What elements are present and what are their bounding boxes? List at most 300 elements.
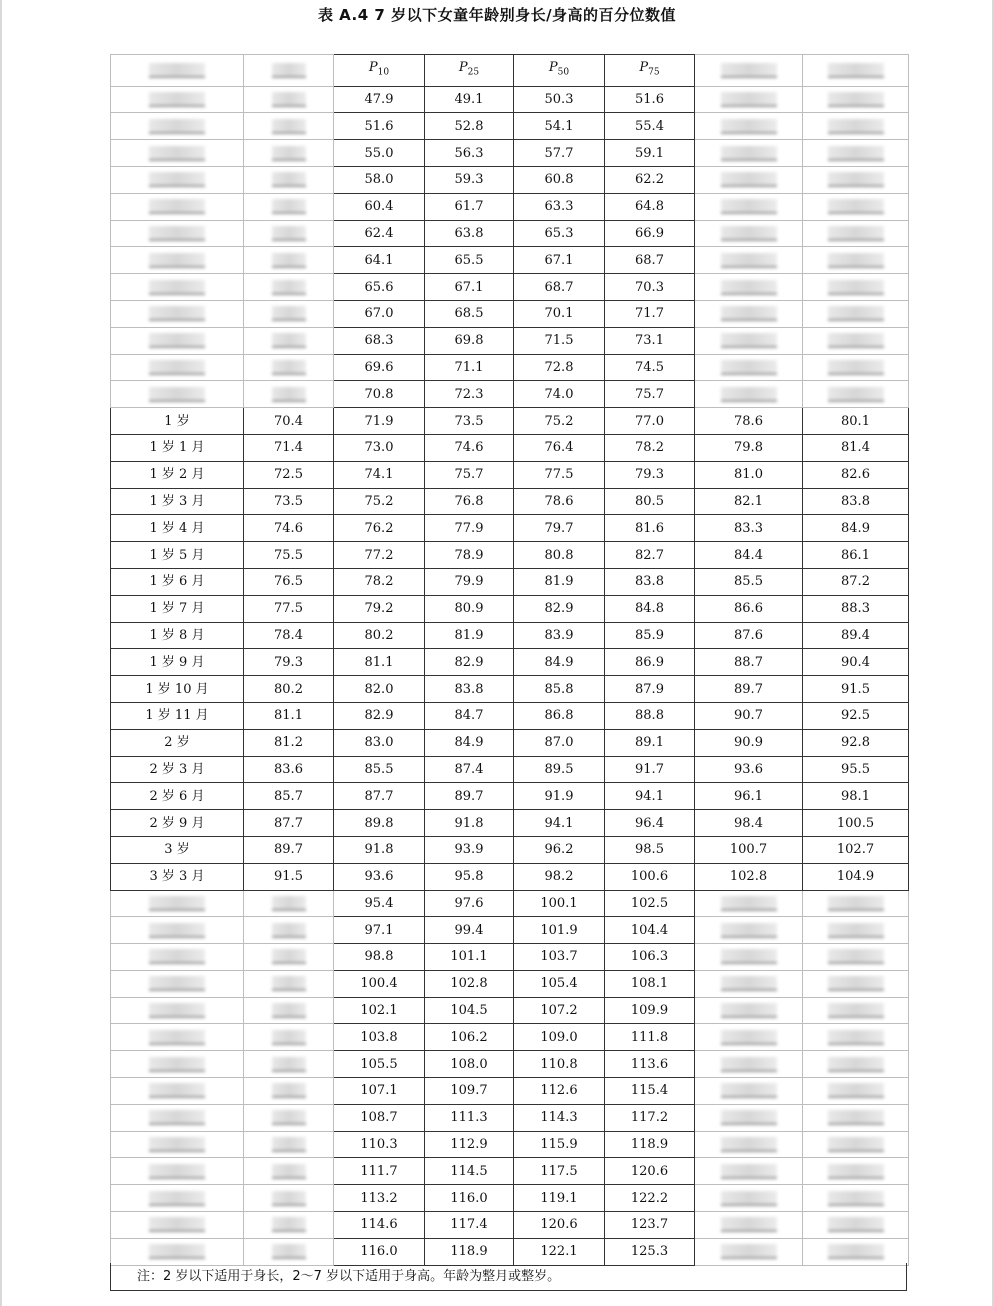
table-cell-c7 — [803, 1212, 909, 1239]
table-cell-p50: 107.2 — [514, 997, 605, 1024]
obscured-value — [721, 1083, 777, 1098]
table-cell-c1 — [244, 1158, 334, 1185]
header-cell-p3 — [244, 55, 334, 87]
table-cell-c6 — [695, 917, 803, 944]
table-row — [111, 488, 909, 515]
table-cell-c7: 82.6 — [803, 461, 909, 488]
table-cell-c6 — [695, 193, 803, 220]
table-cell-age — [111, 944, 244, 971]
table-cell-age: 1 岁 10 月 — [111, 676, 244, 703]
table-cell-p50: 98.2 — [514, 863, 605, 890]
table-cell-c6 — [695, 1158, 803, 1185]
table-cell-c1 — [244, 247, 334, 274]
table-cell-c1 — [244, 166, 334, 193]
table-cell-p50: 78.6 — [514, 488, 605, 515]
table-cell-c7: 100.5 — [803, 810, 909, 837]
obscured-value — [828, 306, 884, 321]
table-cell-p50: 96.2 — [514, 836, 605, 863]
table-cell-p50: 114.3 — [514, 1104, 605, 1131]
header-cell-p50: $P_{50}$ — [514, 55, 605, 87]
table-cell-c6 — [695, 86, 803, 113]
table-cell-c7: 102.7 — [803, 836, 909, 863]
table-cell-age — [111, 1051, 244, 1078]
table-cell-p75: 77.0 — [605, 408, 695, 435]
table-row — [111, 783, 909, 810]
header-row — [111, 55, 909, 87]
table-cell-c1: 70.4 — [244, 408, 334, 435]
table-cell-c7: 88.3 — [803, 595, 909, 622]
table-cell-c7: 80.1 — [803, 408, 909, 435]
table-cell-age — [111, 1185, 244, 1212]
table-cell-p25: 82.9 — [425, 649, 514, 676]
table-cell-c6 — [695, 247, 803, 274]
header-cell-p90 — [695, 55, 803, 87]
table-cell-c6: 96.1 — [695, 783, 803, 810]
table-cell-c1 — [244, 1051, 334, 1078]
table-cell-p50: 68.7 — [514, 274, 605, 301]
table-cell-c7 — [803, 274, 909, 301]
table-cell-c6 — [695, 300, 803, 327]
table-cell-p25: 101.1 — [425, 944, 514, 971]
table-cell-p75: 78.2 — [605, 434, 695, 461]
table-cell-age: 3 岁 — [111, 836, 244, 863]
table-cell-p25: 63.8 — [425, 220, 514, 247]
table-cell-age — [111, 274, 244, 301]
obscured-value — [149, 1244, 205, 1259]
table-cell-p10: 55.0 — [334, 140, 425, 167]
table-cell-p25: 116.0 — [425, 1185, 514, 1212]
obscured-value — [721, 949, 777, 964]
table-cell-c1: 79.3 — [244, 649, 334, 676]
obscured-value — [272, 923, 306, 938]
obscured-value — [721, 92, 777, 107]
obscured-value — [828, 226, 884, 241]
table-cell-p75: 70.3 — [605, 274, 695, 301]
table-cell-c7 — [803, 917, 909, 944]
table-cell-c6: 81.0 — [695, 461, 803, 488]
table-cell-c7 — [803, 944, 909, 971]
table-cell-p10: 91.8 — [334, 836, 425, 863]
table-cell-c1 — [244, 944, 334, 971]
table-cell-age: 1 岁 8 月 — [111, 622, 244, 649]
obscured-value — [828, 1217, 884, 1232]
obscured-value — [149, 896, 205, 911]
table-cell-c6 — [695, 327, 803, 354]
obscured-value — [721, 199, 777, 214]
table-cell-c1: 71.4 — [244, 434, 334, 461]
table-cell-c7 — [803, 220, 909, 247]
table-cell-age: 1 岁 1 月 — [111, 434, 244, 461]
obscured-value — [149, 306, 205, 321]
table-row — [111, 997, 909, 1024]
table-cell-p10: 89.8 — [334, 810, 425, 837]
table-cell-p50: 117.5 — [514, 1158, 605, 1185]
table-cell-p75: 87.9 — [605, 676, 695, 703]
table-cell-c6 — [695, 166, 803, 193]
table-cell-age — [111, 86, 244, 113]
table-row — [111, 756, 909, 783]
table-row — [111, 408, 909, 435]
table-cell-c1: 87.7 — [244, 810, 334, 837]
obscured-value — [149, 280, 205, 295]
table-cell-p50: 60.8 — [514, 166, 605, 193]
table-row — [111, 863, 909, 890]
table-cell-c6: 100.7 — [695, 836, 803, 863]
table-cell-p75: 89.1 — [605, 729, 695, 756]
table-cell-c1: 73.5 — [244, 488, 334, 515]
table-cell-c6 — [695, 944, 803, 971]
table-cell-p50: 77.5 — [514, 461, 605, 488]
table-cell-p50: 105.4 — [514, 970, 605, 997]
table-row — [111, 86, 909, 113]
table-row — [111, 274, 909, 301]
table-cell-c6 — [695, 997, 803, 1024]
table-cell-p25: 59.3 — [425, 166, 514, 193]
table-row — [111, 166, 909, 193]
obscured-value — [149, 923, 205, 938]
table-cell-p25: 71.1 — [425, 354, 514, 381]
table-cell-c7: 92.5 — [803, 702, 909, 729]
table-cell-p50: 80.8 — [514, 542, 605, 569]
obscured-value — [149, 1003, 205, 1018]
table-cell-c6: 93.6 — [695, 756, 803, 783]
obscured-value — [828, 1191, 884, 1206]
table-cell-p50: 74.0 — [514, 381, 605, 408]
table-row — [111, 300, 909, 327]
table-cell-c1: 80.2 — [244, 676, 334, 703]
obscured-value — [721, 1217, 777, 1232]
table-cell-p75: 117.2 — [605, 1104, 695, 1131]
percentile-table-container — [110, 54, 908, 1266]
table-cell-c1 — [244, 140, 334, 167]
table-cell-c6 — [695, 1185, 803, 1212]
table-cell-p25: 52.8 — [425, 113, 514, 140]
table-cell-c1: 81.2 — [244, 729, 334, 756]
table-cell-p10: 47.9 — [334, 86, 425, 113]
obscured-value — [828, 1164, 884, 1179]
table-cell-p10: 70.8 — [334, 381, 425, 408]
table-cell-age — [111, 997, 244, 1024]
obscured-value — [721, 1164, 777, 1179]
obscured-value — [272, 387, 306, 402]
table-cell-p75: 59.1 — [605, 140, 695, 167]
obscured-value — [149, 1030, 205, 1045]
obscured-value — [272, 1244, 306, 1259]
obscured-value — [272, 146, 306, 161]
table-cell-p10: 82.9 — [334, 702, 425, 729]
obscured-value — [149, 333, 205, 348]
table-cell-p75: 62.2 — [605, 166, 695, 193]
table-cell-p25: 99.4 — [425, 917, 514, 944]
table-cell-p25: 80.9 — [425, 595, 514, 622]
table-cell-age: 1 岁 9 月 — [111, 649, 244, 676]
obscured-value — [721, 1057, 777, 1072]
obscured-value — [721, 1191, 777, 1206]
table-cell-p75: 111.8 — [605, 1024, 695, 1051]
table-cell-p75: 91.7 — [605, 756, 695, 783]
table-cell-c1: 81.1 — [244, 702, 334, 729]
table-row — [111, 113, 909, 140]
table-cell-p75: 88.8 — [605, 702, 695, 729]
table-cell-p50: 81.9 — [514, 568, 605, 595]
table-cell-p10: 105.5 — [334, 1051, 425, 1078]
table-cell-p75: 118.9 — [605, 1131, 695, 1158]
table-row — [111, 515, 909, 542]
table-cell-p50: 57.7 — [514, 140, 605, 167]
table-cell-age: 2 岁 — [111, 729, 244, 756]
table-cell-age — [111, 166, 244, 193]
obscured-value — [272, 1217, 306, 1232]
table-cell-c6 — [695, 274, 803, 301]
table-cell-p25: 83.8 — [425, 676, 514, 703]
table-cell-age — [111, 1024, 244, 1051]
table-cell-c7 — [803, 1024, 909, 1051]
obscured-value — [828, 360, 884, 375]
obscured-value — [721, 119, 777, 134]
table-cell-c7 — [803, 1238, 909, 1265]
obscured-value — [828, 199, 884, 214]
header-cell-p97 — [803, 55, 909, 87]
table-cell-p50: 65.3 — [514, 220, 605, 247]
obscured-value — [272, 1110, 306, 1125]
table-cell-age: 2 岁 6 月 — [111, 783, 244, 810]
table-row — [111, 434, 909, 461]
table-cell-p75: 73.1 — [605, 327, 695, 354]
table-cell-p75: 115.4 — [605, 1078, 695, 1105]
table-row — [111, 354, 909, 381]
table-row — [111, 461, 909, 488]
table-cell-c6: 87.6 — [695, 622, 803, 649]
table-cell-p50: 63.3 — [514, 193, 605, 220]
table-cell-p10: 73.0 — [334, 434, 425, 461]
table-cell-c7 — [803, 140, 909, 167]
table-cell-p25: 111.3 — [425, 1104, 514, 1131]
table-row — [111, 622, 909, 649]
table-cell-c1: 83.6 — [244, 756, 334, 783]
table-row — [111, 1185, 909, 1212]
table-cell-c1: 74.6 — [244, 515, 334, 542]
table-cell-p50: 89.5 — [514, 756, 605, 783]
table-cell-p10: 108.7 — [334, 1104, 425, 1131]
table-cell-c1: 78.4 — [244, 622, 334, 649]
table-cell-c1 — [244, 354, 334, 381]
table-cell-c7: 104.9 — [803, 863, 909, 890]
table-cell-p25: 118.9 — [425, 1238, 514, 1265]
table-cell-p25: 78.9 — [425, 542, 514, 569]
table-cell-p50: 103.7 — [514, 944, 605, 971]
table-cell-p10: 76.2 — [334, 515, 425, 542]
table-cell-p75: 80.5 — [605, 488, 695, 515]
table-cell-c1: 91.5 — [244, 863, 334, 890]
table-cell-p50: 120.6 — [514, 1212, 605, 1239]
table-row — [111, 1024, 909, 1051]
table-cell-p75: 94.1 — [605, 783, 695, 810]
table-cell-age — [111, 354, 244, 381]
table-cell-p50: 82.9 — [514, 595, 605, 622]
table-cell-p25: 49.1 — [425, 86, 514, 113]
table-row — [111, 568, 909, 595]
obscured-value — [272, 896, 306, 911]
table-cell-c1: 75.5 — [244, 542, 334, 569]
table-cell-c6 — [695, 140, 803, 167]
table-row — [111, 1131, 909, 1158]
table-cell-p10: 82.0 — [334, 676, 425, 703]
table-cell-p75: 120.6 — [605, 1158, 695, 1185]
table-cell-age: 1 岁 3 月 — [111, 488, 244, 515]
table-row — [111, 247, 909, 274]
table-cell-c7: 89.4 — [803, 622, 909, 649]
table-cell-c7: 95.5 — [803, 756, 909, 783]
table-cell-c7 — [803, 193, 909, 220]
table-row — [111, 1104, 909, 1131]
table-cell-c7 — [803, 1051, 909, 1078]
table-cell-p75: 66.9 — [605, 220, 695, 247]
table-cell-c6 — [695, 1131, 803, 1158]
table-row — [111, 836, 909, 863]
header-cell-p75: $P_{75}$ — [605, 55, 695, 87]
table-cell-c7 — [803, 113, 909, 140]
table-cell-p50: 86.8 — [514, 702, 605, 729]
table-cell-p75: 100.6 — [605, 863, 695, 890]
table-cell-p50: 76.4 — [514, 434, 605, 461]
table-cell-c6 — [695, 1212, 803, 1239]
obscured-value — [149, 949, 205, 964]
table-cell-c7 — [803, 381, 909, 408]
table-cell-p50: 101.9 — [514, 917, 605, 944]
header-cell-p25: $P_{25}$ — [425, 55, 514, 87]
table-cell-c7: 90.4 — [803, 649, 909, 676]
table-cell-p25: 89.7 — [425, 783, 514, 810]
table-cell-age — [111, 1078, 244, 1105]
table-cell-c7 — [803, 970, 909, 997]
table-cell-age: 1 岁 11 月 — [111, 702, 244, 729]
table-cell-p10: 87.7 — [334, 783, 425, 810]
table-cell-p75: 102.5 — [605, 890, 695, 917]
table-row — [111, 649, 909, 676]
table-cell-c6: 88.7 — [695, 649, 803, 676]
table-cell-c7: 86.1 — [803, 542, 909, 569]
table-row — [111, 810, 909, 837]
table-cell-p75: 83.8 — [605, 568, 695, 595]
table-cell-p10: 100.4 — [334, 970, 425, 997]
table-cell-c1 — [244, 1185, 334, 1212]
obscured-value — [149, 1110, 205, 1125]
obscured-value — [828, 146, 884, 161]
table-cell-p25: 97.6 — [425, 890, 514, 917]
table-cell-age: 1 岁 6 月 — [111, 568, 244, 595]
table-cell-p75: 109.9 — [605, 997, 695, 1024]
table-cell-c6: 78.6 — [695, 408, 803, 435]
table-cell-c7: 92.8 — [803, 729, 909, 756]
table-title: 表 A.4 7 岁以下女童年龄别身长/身高的百分位数值 — [317, 6, 677, 24]
table-cell-age — [111, 247, 244, 274]
table-row — [111, 1078, 909, 1105]
table-cell-p25: 108.0 — [425, 1051, 514, 1078]
table-cell-c6 — [695, 113, 803, 140]
table-cell-p50: 100.1 — [514, 890, 605, 917]
table-cell-p10: 80.2 — [334, 622, 425, 649]
obscured-value — [149, 1217, 205, 1232]
table-cell-p75: 104.4 — [605, 917, 695, 944]
table-cell-c7 — [803, 247, 909, 274]
obscured-value — [272, 253, 306, 268]
table-cell-c6: 98.4 — [695, 810, 803, 837]
table-cell-p10: 62.4 — [334, 220, 425, 247]
obscured-value — [828, 1057, 884, 1072]
table-cell-p50: 94.1 — [514, 810, 605, 837]
obscured-value — [272, 1003, 306, 1018]
table-cell-p10: 107.1 — [334, 1078, 425, 1105]
table-cell-p75: 84.8 — [605, 595, 695, 622]
table-cell-p50: 83.9 — [514, 622, 605, 649]
table-cell-p10: 74.1 — [334, 461, 425, 488]
table-cell-age: 3 岁 3 月 — [111, 863, 244, 890]
obscured-value — [828, 1110, 884, 1125]
obscured-value — [721, 226, 777, 241]
obscured-value — [149, 92, 205, 107]
table-cell-p50: 79.7 — [514, 515, 605, 542]
table-cell-c6 — [695, 1104, 803, 1131]
obscured-value — [272, 92, 306, 107]
obscured-value — [149, 1137, 205, 1152]
table-cell-p75: 79.3 — [605, 461, 695, 488]
table-cell-c6: 86.6 — [695, 595, 803, 622]
table-row — [111, 729, 909, 756]
obscured-value — [721, 976, 777, 991]
table-row — [111, 676, 909, 703]
table-row — [111, 917, 909, 944]
table-cell-c6: 102.8 — [695, 863, 803, 890]
table-cell-c1 — [244, 327, 334, 354]
table-cell-p25: 81.9 — [425, 622, 514, 649]
obscured-value — [149, 1057, 205, 1072]
table-cell-p25: 84.7 — [425, 702, 514, 729]
table-cell-p50: 91.9 — [514, 783, 605, 810]
table-cell-p10: 69.6 — [334, 354, 425, 381]
header-cell-p10: $P_{10}$ — [334, 55, 425, 87]
table-cell-age — [111, 220, 244, 247]
table-cell-c6: 90.7 — [695, 702, 803, 729]
obscured-value — [149, 146, 205, 161]
table-cell-p75: 75.7 — [605, 381, 695, 408]
table-cell-p50: 84.9 — [514, 649, 605, 676]
table-cell-p75: 55.4 — [605, 113, 695, 140]
obscured-value — [828, 253, 884, 268]
table-cell-p10: 95.4 — [334, 890, 425, 917]
table-cell-p10: 64.1 — [334, 247, 425, 274]
obscured-value — [272, 1137, 306, 1152]
table-cell-c1 — [244, 1238, 334, 1265]
table-cell-c1 — [244, 917, 334, 944]
table-cell-c7: 81.4 — [803, 434, 909, 461]
table-cell-p10: 81.1 — [334, 649, 425, 676]
obscured-value — [149, 1083, 205, 1098]
table-cell-c7 — [803, 86, 909, 113]
table-cell-c1 — [244, 193, 334, 220]
obscured-value — [721, 306, 777, 321]
table-cell-p25: 106.2 — [425, 1024, 514, 1051]
table-cell-p25: 68.5 — [425, 300, 514, 327]
table-cell-p25: 87.4 — [425, 756, 514, 783]
table-cell-p25: 61.7 — [425, 193, 514, 220]
table-cell-c1 — [244, 1131, 334, 1158]
table-cell-p25: 65.5 — [425, 247, 514, 274]
table-cell-p10: 77.2 — [334, 542, 425, 569]
table-cell-c7 — [803, 166, 909, 193]
obscured-value — [721, 280, 777, 295]
table-cell-p10: 78.2 — [334, 568, 425, 595]
table-cell-p10: 67.0 — [334, 300, 425, 327]
